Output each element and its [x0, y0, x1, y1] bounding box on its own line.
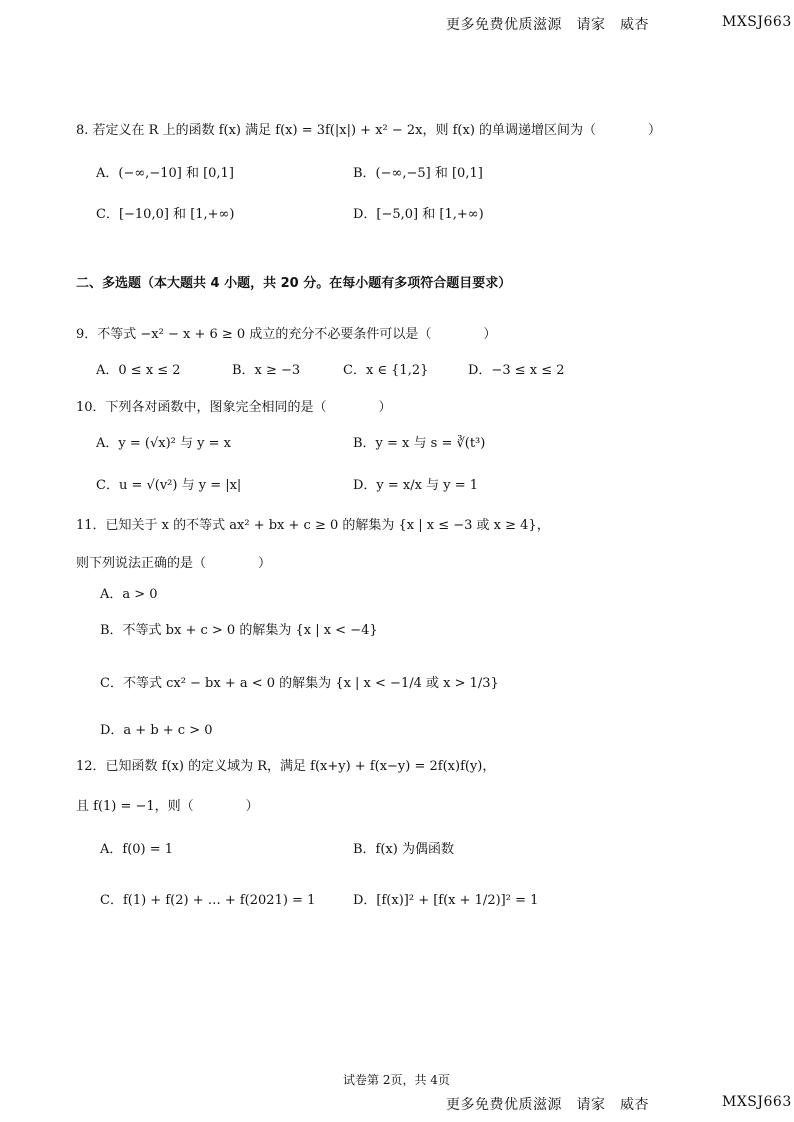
- q12-option-b: B．f(x) 为偶函数: [353, 842, 454, 857]
- q8-option-b: B．(−∞,−5] 和 [0,1]: [353, 166, 483, 181]
- q11-option-c: C．不等式 cx² − bx + a < 0 的解集为 {x | x < −1/4 或 x > 1/3}: [100, 676, 499, 691]
- q10-option-d: D．y = x/x 与 y = 1: [353, 478, 479, 493]
- q11-option-d: D．a + b + c > 0: [100, 723, 213, 738]
- q9-option-a: A．0 ≤ x ≤ 2: [96, 363, 181, 378]
- header-promo: 更多免费优质滋源 请家 威杏: [446, 17, 649, 33]
- q12-stem-line1: 12．已知函数 f(x) 的定义域为 R，满足 f(x+y) + f(x−y) = 2f(x)f(y)，: [76, 759, 496, 774]
- q8-option-c: C．[−10,0] 和 [1,+∞): [96, 207, 235, 222]
- q9-stem: 9．不等式 −x² − x + 6 ≥ 0 成立的充分不必要条件可以是（ ）: [76, 327, 497, 342]
- q11-stem-line2: 则下列说法正确的是（ ）: [76, 556, 272, 571]
- q12-option-a: A．f(0) = 1: [100, 842, 174, 857]
- header-code: MXSJ663: [722, 14, 792, 30]
- q8-option-a: A．(−∞,−10] 和 [0,1]: [96, 166, 234, 181]
- q10-stem: 10．下列各对函数中，图象完全相同的是（ ）: [76, 400, 392, 415]
- q10-option-a: A．y = (√x)² 与 y = x: [96, 436, 231, 451]
- q11-option-a: A．a > 0: [100, 587, 158, 602]
- q11-option-b: B．不等式 bx + c > 0 的解集为 {x | x < −4}: [100, 623, 378, 638]
- q12-option-d: D．[f(x)]² + [f(x + 1/2)]² = 1: [353, 893, 539, 908]
- q9-option-b: B．x ≥ −3: [232, 363, 301, 378]
- q9-option-c: C．x ∈ {1,2}: [343, 363, 429, 378]
- q12-stem-line2: 且 f(1) = −1，则（ ）: [76, 799, 259, 814]
- q8-stem: 8. 若定义在 R 上的函数 f(x) 满足 f(x) = 3f(|x|) + x² − 2x，则 f(x) 的单调递增区间为（ ）: [76, 123, 662, 138]
- q8-option-d: D．[−5,0] 和 [1,+∞): [353, 207, 484, 222]
- q10-option-b: B．y = x 与 s = ∛(t³): [353, 436, 486, 451]
- section-heading-multiple-choice: 二、多选题（本大题共 4 小题，共 20 分。在每小题有多项符合题目要求）: [76, 276, 512, 291]
- q10-option-c: C．u = √(v²) 与 y = |x|: [96, 478, 242, 493]
- q12-option-c: C．f(1) + f(2) + … + f(2021) = 1: [100, 893, 316, 908]
- q11-stem-line1: 11．已知关于 x 的不等式 ax² + bx + c ≥ 0 的解集为 {x | x ≤ −3 或 x ≥ 4}，: [76, 518, 550, 533]
- footer-page-number: 试卷第 2页，共 4页: [343, 1073, 450, 1087]
- q9-option-d: D．−3 ≤ x ≤ 2: [468, 363, 565, 378]
- footer-promo: 更多免费优质滋源 请家 威杏: [446, 1097, 649, 1113]
- footer-code: MXSJ663: [722, 1094, 792, 1110]
